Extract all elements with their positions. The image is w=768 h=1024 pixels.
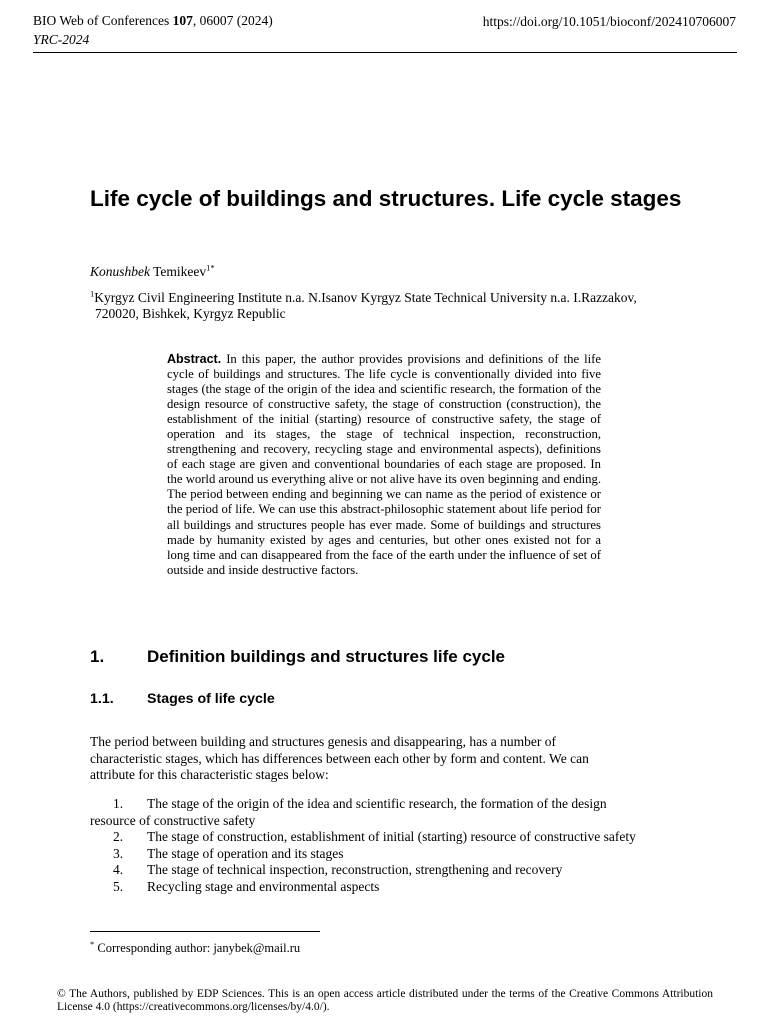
journal-citation: BIO Web of Conferences 107, 06007 (2024) (33, 13, 273, 28)
list-item (90, 862, 650, 879)
list-item-text: Recycling stage and environmental aspects (147, 878, 380, 894)
subsection-number: 1.1. (90, 691, 114, 707)
author-affiliation-mark: 1* (206, 262, 215, 273)
affiliation-mark: 1 (90, 288, 95, 299)
section-heading (90, 647, 690, 667)
author-surname: Temikeev (150, 264, 207, 279)
running-header (33, 11, 273, 49)
affiliation-line-1: Kyrgyz Civil Engineering Institute n.a. N.Isanov Kyrgyz State Technical University n.a. I.Razzakov, (94, 290, 637, 305)
list-item-text: The stage of the origin of the idea and scientific research, the formation of the design resource of constructive safety (90, 796, 607, 828)
list-item-text: The stage of technical inspection, reconstruction, strengthening and recovery (147, 862, 563, 878)
list-item-number: 2. (113, 829, 124, 845)
subsection-title: Stages of life cycle (147, 691, 275, 707)
list-item-number: 4. (113, 862, 124, 878)
abstract-text: In this paper, the author provides provisions and definitions of the life cycle of buildings and structures. The life cycle is conventionally divided into five stages (the stage of the origin of the idea and scientific research, the formation of the design resource of constructive safety, the stage of construction (construction), the establishment of the initial (starting) resource of constructive safety, the stage of operation and its stages, the stage of technical inspection, reconstruction, strengthening and recovery, recycling stage and environmental aspects), definitions of each stage are given and conventional boundaries of each stage are proposed. In the world around us everything alive or not alive have its oven beginning and ending. The period between ending and beginning we can name as the period of existence or the period of life. We can use this abstract-philosophic statement about life period for all buildings and structures people has ever made. Some of buildings and structures made by humanity existed by ages and centuries, but other ones existed not for a long time and can disappeared from the face of the earth under the influence of set of outside and inside destructive factors. (167, 352, 601, 577)
list-item-number: 3. (113, 845, 124, 861)
header-rule (33, 52, 737, 53)
section-title: Definition buildings and structures life cycle (147, 647, 506, 666)
conference-name: YRC-2024 (33, 32, 90, 47)
list-item (90, 846, 650, 863)
volume-number: 107 (172, 13, 193, 28)
list-item-text: The stage of operation and its stages (147, 845, 344, 861)
subsection-heading (90, 691, 690, 707)
footnote (90, 938, 301, 956)
author-given-name: Konushbek (90, 264, 150, 279)
doi-link[interactable]: https://doi.org/10.1051/bioconf/202410706007 (482, 14, 736, 29)
list-item-number: 5. (113, 878, 124, 894)
abstract (167, 352, 601, 578)
list-item (90, 829, 650, 846)
list-item-text: The stage of construction, establishment of initial (starting) resource of constructive safety (147, 829, 636, 845)
list-item-number: 1. (113, 796, 124, 811)
abstract-label: Abstract. (167, 352, 222, 366)
stages-list (90, 796, 650, 896)
affiliation (90, 290, 690, 322)
body-paragraph: The period between building and structures genesis and disappearing, has a number of characteristic stages, which has differences between each other by form and content. We can attribute for this characteristic stages below: (90, 734, 589, 783)
list-item (90, 879, 650, 896)
section-number: 1. (90, 647, 105, 666)
list-item (90, 796, 650, 829)
license-notice: © The Authors, published by EDP Sciences. This is an open access article distributed under the terms of the Creative Commons Attribution License 4.0 (https://creativecommons.org/licenses/by/4.0/). (57, 988, 713, 1014)
affiliation-line-2: 720020, Bishkek, Kyrgyz Republic (95, 306, 286, 321)
footnote-mark: * (90, 938, 95, 949)
author-line (90, 264, 215, 280)
footnote-rule (90, 931, 320, 932)
paper-title: Life cycle of buildings and structures. Life cycle stages (90, 186, 682, 211)
corresponding-author: Corresponding author: janybek@mail.ru (94, 941, 301, 955)
